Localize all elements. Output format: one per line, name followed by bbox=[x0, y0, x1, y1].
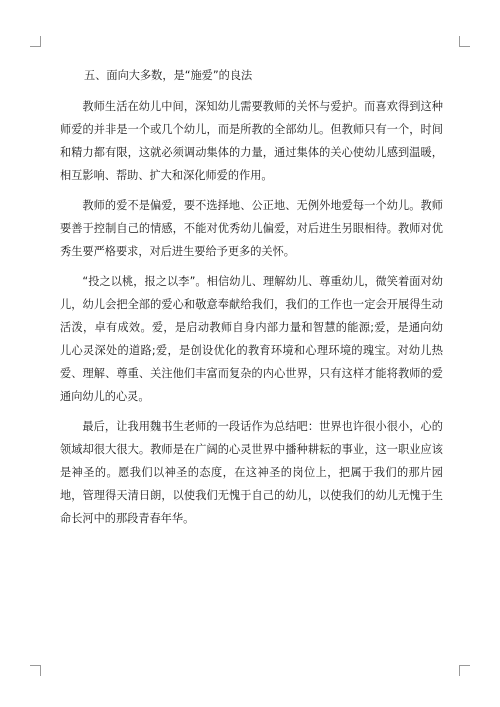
section-heading: 五、面向大多数，是“施爱”的良法 bbox=[84, 69, 253, 82]
crop-mark-bottom-left bbox=[30, 665, 41, 676]
crop-mark-top-right bbox=[459, 36, 470, 47]
crop-mark-bottom-right bbox=[459, 665, 470, 676]
paragraph-4: 最后，让我用魏书生老师的一段话作为总结吧：世界也许很小很小，心的领域却很大很大。教师是在广阔的心灵世界中播种耕耘的事业，这一职业应该是神圣的。愿我们以神圣的态度，在这神圣的岗位上，把属于我们的那片园地，管理得天清日朗，以使我们无愧于自己的幼儿，以使我们的幼儿无愧于生命长河中的那段青春年华。 bbox=[60, 420, 443, 525]
document-body bbox=[60, 66, 443, 537]
paragraph-1: 教师生活在幼儿中间，深知幼儿需要教师的关怀与爱护。而喜欢得到这种师爱的并非是一个或几个幼儿，而是所教的全部幼儿。但教师只有一个，时间和精力都有限，这就必须调动集体的力量，通过集体的关心使幼儿感到温暖，相互影响、帮助、扩大和深化师爱的作用。 bbox=[60, 100, 443, 182]
paragraph-3: “投之以桃，报之以李”。相信幼儿、理解幼儿、尊重幼儿，微笑着面对幼儿，幼儿会把全部的爱心和敬意奉献给我们，我们的工作也一定会开展得生动活泼，卓有成效。爱，是启动教师自身内部力量和智慧的能源;爱，是通向幼儿心灵深处的道路;爱，是创设优化的教育环境和心理环境的瑰宝。对幼儿热爱、理解、尊重、关注他们丰富而复杂的内心世界，只有这样才能将教师的爱通向幼儿的心灵。 bbox=[60, 275, 443, 403]
paragraph-2: 教师的爱不是偏爱，要不选择地、公正地、无例外地爱每一个幼儿。教师要善于控制自己的情感，不能对优秀幼儿偏爱，对后进生另眼相待。教师对优秀生要严格要求，对后进生要给予更多的关怀。 bbox=[60, 199, 443, 258]
crop-mark-top-left bbox=[30, 36, 41, 47]
